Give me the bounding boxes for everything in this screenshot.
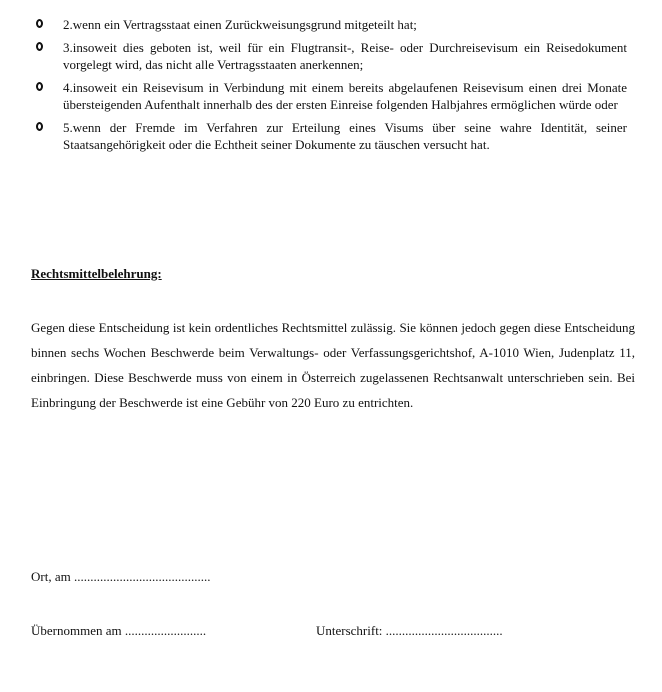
signature-field: Unterschrift: .................................... — [316, 623, 503, 638]
list-item-text: 3.insoweit dies geboten ist, weil für ein Flugtransit-, Reise- oder Durchreisevisum ein Reisedokument vorgelegt wird, das nicht alle Vertragsstaaten anerkennen; — [63, 39, 627, 72]
reasons-list — [35, 16, 627, 159]
list-item — [35, 16, 627, 34]
list-item-text: 5.wenn der Fremde im Verfahren zur Erteilung eines Visums über seine wahre Identität, seiner Staatsangehörigkeit oder die Echtheit seiner Dokumente zu täuschen versucht hat. — [63, 119, 627, 152]
received-on-field: Übernommen am ......................... — [31, 623, 207, 638]
circle-bullet-icon — [36, 82, 43, 91]
appeal-heading: Rechtsmittelbelehrung: — [31, 266, 162, 281]
list-item-text: 2.wenn ein Vertragsstaat einen Zurückweisungsgrund mitgeteilt hat; — [63, 17, 417, 32]
list-item — [35, 79, 627, 114]
list-item-text: 4.insoweit ein Reisevisum in Verbindung mit einem bereits abgelaufenen Reisevisum einen drei Monate übersteigenden Aufenthalt innerhalb des der ersten Einreise folgenden Halbjahres ermöglichen würde oder — [63, 79, 627, 112]
list-item — [35, 119, 627, 154]
place-date-field: Ort, am .......................................... — [31, 569, 211, 584]
list-item — [35, 39, 627, 74]
circle-bullet-icon — [36, 19, 43, 28]
circle-bullet-icon — [36, 122, 43, 131]
circle-bullet-icon — [36, 42, 43, 51]
appeal-paragraph: Gegen diese Entscheidung ist kein ordentliches Rechtsmittel zulässig. Sie können jedoch gegen diese Entscheidung binnen sechs Wochen Beschwerde beim Verwaltungs- oder Verfassungsgerichtshof, A-1010 Wien, Judenplatz 11, einbringen. Diese Beschwerde muss von einem in Österreich zugelassenen Rechtsanwalt unterschrieben sein. Bei Einbringung der Beschwerde ist eine Gebühr von 220 Euro zu entrichten. — [31, 320, 635, 410]
